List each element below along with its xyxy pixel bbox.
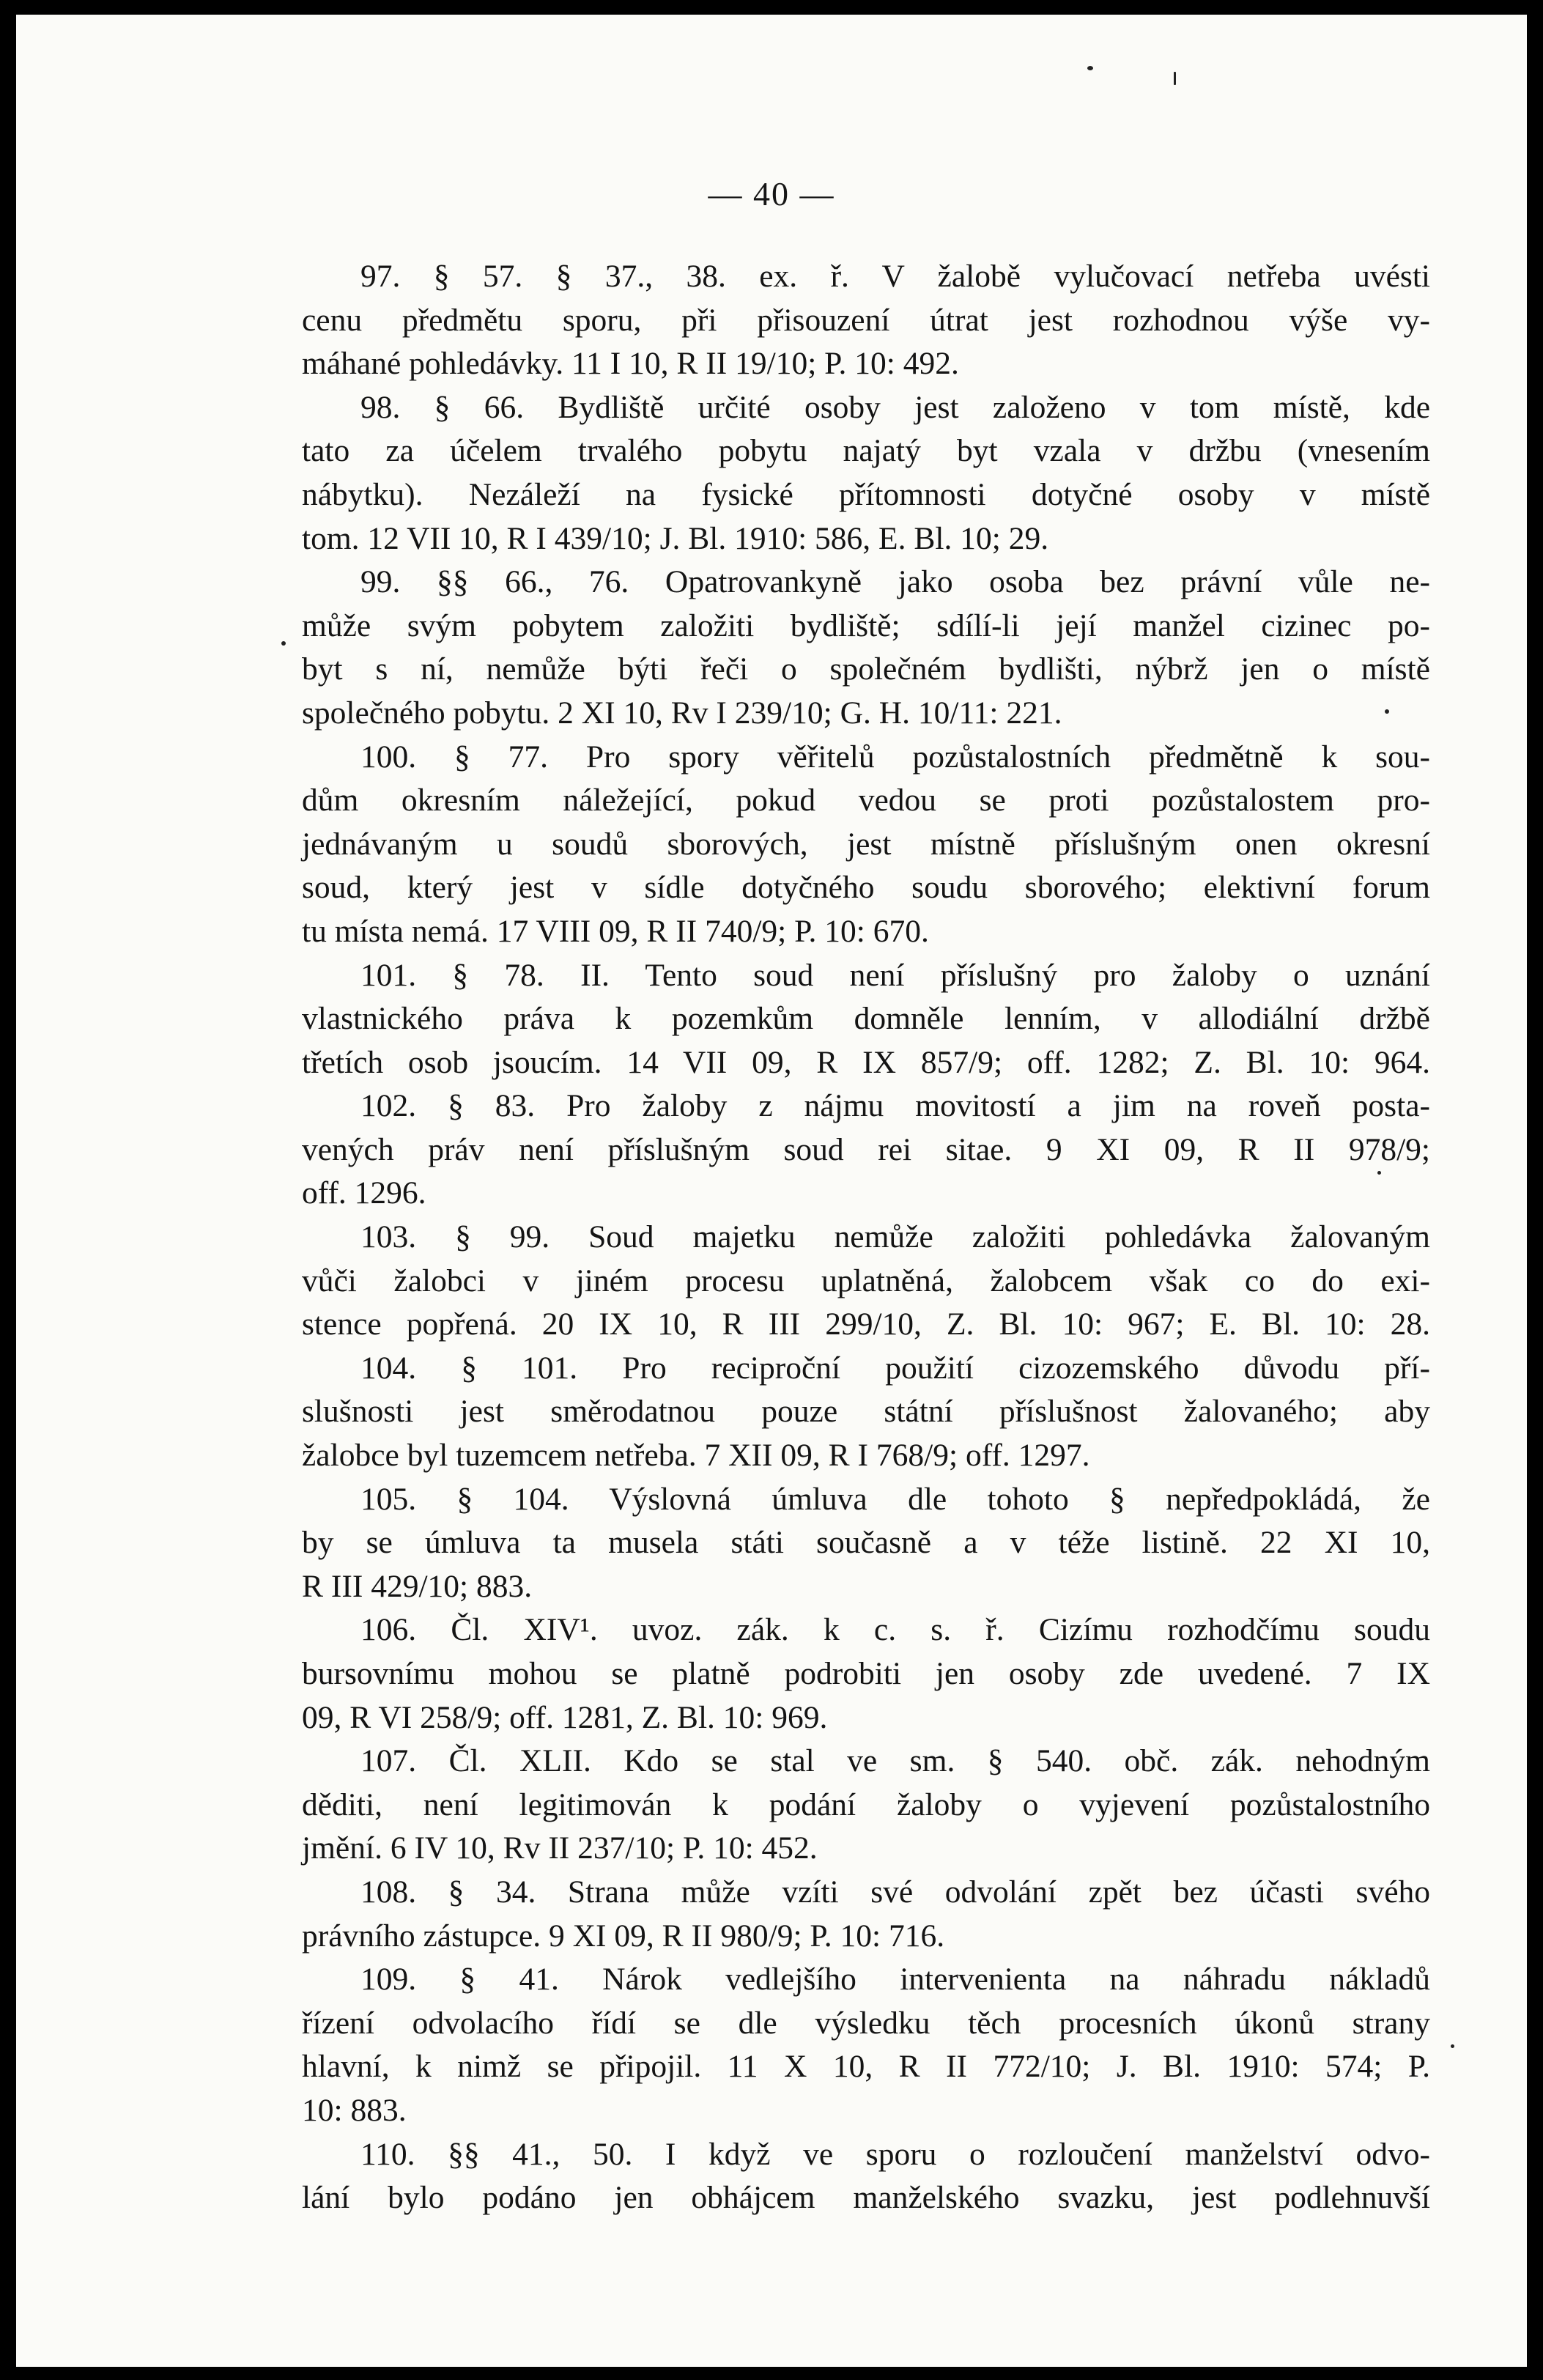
text-line: 102. § 83. Pro žaloby z nájmu movitostí a jim na roveň posta- [360, 1088, 1430, 1124]
text-line: dům okresním náležející, pokud vedou se proti pozůstalostem pro- [302, 783, 1430, 818]
text-line: R III 429/10; 883. [302, 1568, 533, 1604]
text-line: cenu předmětu sporu, při přisouzení útrat jest rozhodnou výše vy- [302, 302, 1430, 338]
text-line: 10: 883. [302, 2092, 407, 2128]
scan-speck [1385, 709, 1389, 714]
text-line: jednávaným u soudů sborových, jest místně příslušným onen okresní [302, 826, 1430, 862]
text-line: byt s ní, nemůže býti řeči o společném bydlišti, nýbrž jen o místě [302, 651, 1430, 687]
text-line: nábytku). Nezáleží na fysické přítomnosti dotyčné osoby v místě [302, 476, 1430, 512]
text-line: off. 1296. [302, 1175, 426, 1211]
scan-speck [1087, 66, 1093, 70]
text-line: vůči žalobci v jiném procesu uplatněná, žalobcem však co do exi- [302, 1263, 1430, 1298]
text-line: 109. § 41. Nárok vedlejšího intervenienta na náhradu nákladů [360, 1962, 1430, 1998]
text-line: jmění. 6 IV 10, Rv II 237/10; P. 10: 452. [302, 1830, 818, 1866]
page-number: — 40 — [708, 175, 835, 212]
text-line: 09, R VI 258/9; off. 1281, Z. Bl. 10: 969. [302, 1699, 828, 1735]
text-line: tu místa nemá. 17 VIII 09, R II 740/9; P. 10: 670. [302, 913, 929, 949]
text-line: právního zástupce. 9 XI 09, R II 980/9; P. 10: 716. [302, 1918, 945, 1954]
body-text [302, 255, 1430, 2220]
text-line: hlavní, k nimž se připojil. 11 X 10, R II 772/10; J. Bl. 1910: 574; P. [302, 2049, 1430, 2085]
scan-speck [1174, 72, 1176, 85]
scan-speck [1451, 2044, 1454, 2048]
text-line: soud, který jest v sídle dotyčného soudu sborového; elektivní forum [302, 870, 1430, 906]
text-line: stence popřená. 20 IX 10, R III 299/10, Z. Bl. 10: 967; E. Bl. 10: 28. [302, 1307, 1430, 1342]
text-line: slušnosti jest směrodatnou pouze státní příslušnost žalovaného; aby [302, 1394, 1430, 1430]
text-line: děditi, není legitimován k podání žaloby o vyjevení pozůstalostního [302, 1786, 1430, 1822]
text-line: 107. Čl. XLII. Kdo se stal ve sm. § 540. obč. zák. nehodným [360, 1743, 1430, 1779]
text-line: může svým pobytem založiti bydliště; sdílí-li její manžel cizinec po- [302, 607, 1430, 643]
text-line: společného pobytu. 2 XI 10, Rv I 239/10; G. H. 10/11: 221. [302, 695, 1062, 731]
scan-speck [281, 641, 286, 646]
text-line: 108. § 34. Strana může vzíti své odvolání zpět bez účasti svého [360, 1874, 1430, 1910]
text-line: vlastnického práva k pozemkům domněle lenním, v allodiální držbě [302, 1001, 1430, 1037]
text-line: 97. § 57. § 37., 38. ex. ř. V žalobě vylučovací netřeba uvésti [360, 259, 1430, 294]
text-line: vených práv není příslušným soud rei sitae. 9 XI 09, R II 978/9; [302, 1131, 1430, 1167]
text-line: 110. §§ 41., 50. I když ve sporu o rozloučení manželství odvo- [360, 2136, 1430, 2172]
text-line: bursovnímu mohou se platně podrobiti jen osoby zde uvedené. 7 IX [302, 1656, 1430, 1691]
text-line: žalobce byl tuzemcem netřeba. 7 XII 09, R I 768/9; off. 1297. [302, 1438, 1090, 1474]
text-line: 103. § 99. Soud majetku nemůže založiti pohledávka žalovaným [360, 1219, 1430, 1255]
text-line: lání bylo podáno jen obhájcem manželského svazku, jest podlehnuvší [302, 2180, 1430, 2216]
text-line: 98. § 66. Bydliště určité osoby jest založeno v tom místě, kde [360, 389, 1430, 425]
text-line: třetích osob jsoucím. 14 VII 09, R IX 857/9; off. 1282; Z. Bl. 10: 964. [302, 1044, 1430, 1080]
scan-speck [1377, 1171, 1381, 1175]
scanned-page [16, 15, 1527, 2367]
text-line: 104. § 101. Pro reciproční použití cizozemského důvodu pří- [360, 1350, 1430, 1386]
text-line: tato za účelem trvalého pobytu najatý byt vzala v držbu (vnesením [302, 433, 1430, 469]
text-line: 101. § 78. II. Tento soud není příslušný pro žaloby o uznání [360, 957, 1430, 993]
text-line: 99. §§ 66., 76. Opatrovankyně jako osoba bez právní vůle ne- [360, 564, 1430, 600]
text-line: 105. § 104. Výslovná úmluva dle tohoto § nepředpokládá, že [360, 1481, 1430, 1517]
text-line: máhané pohledávky. 11 I 10, R II 19/10; P. 10: 492. [302, 346, 959, 382]
text-line: 106. Čl. XIV¹. uvoz. zák. k c. s. ř. Cizímu rozhodčímu soudu [360, 1612, 1430, 1648]
text-line: řízení odvolacího řídí se dle výsledku těch procesních úkonů strany [302, 2005, 1430, 2041]
text-line: 100. § 77. Pro spory věřitelů pozůstalostních předmětně k sou- [360, 739, 1430, 775]
text-line: by se úmluva ta musela státi současně a v téže listině. 22 XI 10, [302, 1525, 1430, 1561]
text-line: tom. 12 VII 10, R I 439/10; J. Bl. 1910: 586, E. Bl. 10; 29. [302, 520, 1049, 556]
